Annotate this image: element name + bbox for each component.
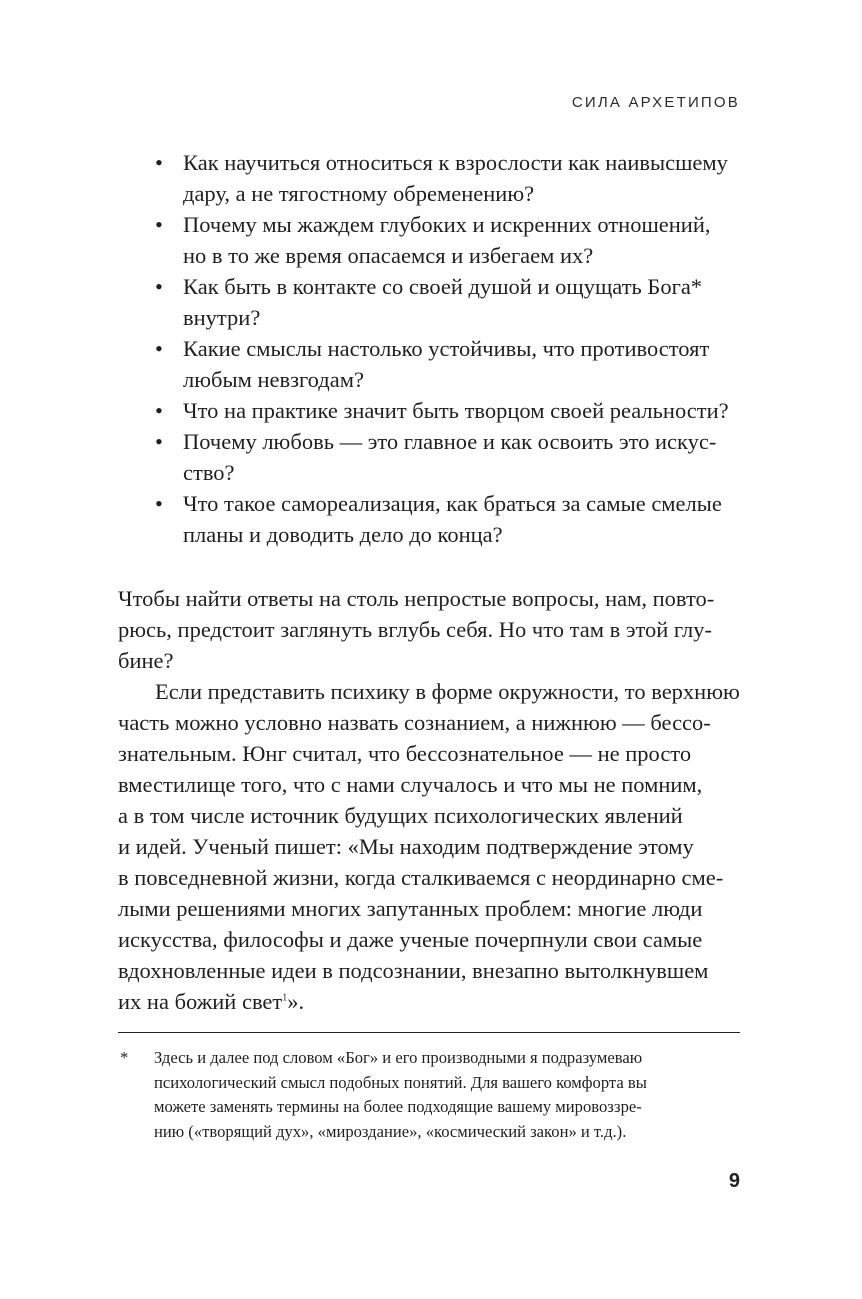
list-item-line: Как быть в контакте со своей душой и ощущать Бога* [183, 274, 703, 299]
footnote-line: психологический смысл подобных понятий. Для вашего комфорта вы [154, 1072, 647, 1092]
list-item-line: Что такое самореализация, как браться за самые смелые [183, 491, 722, 516]
paragraph [118, 583, 742, 676]
footnote-line: нию («творящий дух», «мироздание», «космический закон» и т.д.). [154, 1121, 627, 1141]
body-text [118, 583, 742, 1017]
list-item-line: ство? [183, 460, 235, 485]
list-item-line: внутри? [183, 305, 261, 330]
text-line: в повседневной жизни, когда сталкиваемся с неординарно сме- [118, 865, 724, 890]
bullet-icon: • [155, 398, 163, 423]
text-line: а в том числе источник будущих психологических явлений [118, 803, 683, 828]
text-line: вместилище того, что с нами случалось и что мы не помним, [118, 772, 703, 797]
text-line: часть можно условно назвать сознанием, а нижнюю — бессо- [118, 710, 711, 735]
bullet-icon: • [155, 491, 163, 516]
footnote-reference[interactable]: 1 [282, 992, 288, 1004]
text-fragment: ». [287, 989, 305, 1014]
list-item [118, 209, 744, 271]
list-item-line: Почему любовь — это главное и как освоить это искус- [183, 429, 717, 454]
text-fragment: их на божий свет [118, 989, 283, 1014]
bullet-icon: • [155, 274, 163, 299]
bullet-icon: • [155, 150, 163, 175]
paragraph [118, 676, 742, 1017]
text-line: рюсь, предстоит заглянуть вглубь себя. Но что там в этой глу- [118, 617, 712, 642]
text-line: Чтобы найти ответы на столь непростые вопросы, нам, повто- [118, 586, 715, 611]
footnote-line: можете заменять термины на более подходящие вашему мировоззре- [154, 1097, 642, 1116]
list-item-line: планы и доводить дело до конца? [183, 522, 503, 547]
list-item [118, 147, 744, 209]
question-list [118, 147, 744, 550]
text-line: и идей. Ученый пишет: «Мы находим подтверждение этому [118, 834, 694, 859]
list-item-line: Что на практике значит быть творцом своей реальности? [183, 398, 729, 423]
list-item-line: но в то же время опасаемся и избегаем их? [183, 243, 594, 268]
bullet-icon: • [155, 429, 163, 454]
list-item [118, 395, 744, 426]
text-line: лыми решениями многих запутанных проблем: многие люди [118, 896, 703, 921]
list-item [118, 271, 744, 333]
list-item-line: дару, а не тягостному обременению? [183, 181, 535, 206]
list-item-line: любым невзгодам? [183, 367, 364, 392]
running-head: СИЛА АРХЕТИПОВ [571, 94, 740, 111]
footnote-marker: * [120, 1048, 129, 1067]
footnote [118, 1046, 742, 1144]
list-item [118, 426, 744, 488]
list-item-line: Как научиться относиться к взрослости как наивысшему [183, 150, 728, 175]
bullet-icon: • [155, 212, 163, 237]
footnote-divider [118, 1032, 740, 1033]
footnote-body [154, 1046, 742, 1144]
page-number: 9 [728, 1170, 740, 1192]
text-line: знательным. Юнг считал, что бессознательное — не просто [118, 741, 692, 766]
text-line: бине? [118, 648, 174, 673]
text-line: Если представить психику в форме окружности, то верхнюю [155, 679, 740, 704]
list-item-line: Почему мы жаждем глубоких и искренних отношений, [183, 212, 711, 237]
list-item [118, 488, 744, 550]
bullet-icon: • [155, 336, 163, 361]
text-line [118, 986, 742, 1017]
text-line: искусства, философы и даже ученые почерпнули свои самые [118, 927, 703, 952]
list-item-line: Какие смыслы настолько устойчивы, что противостоят [183, 336, 710, 361]
text-line: вдохновленные идеи в подсознании, внезапно вытолкнувшем [118, 958, 709, 983]
list-item [118, 333, 744, 395]
footnote-line: Здесь и далее под словом «Бог» и его производными я подразумеваю [154, 1048, 643, 1067]
